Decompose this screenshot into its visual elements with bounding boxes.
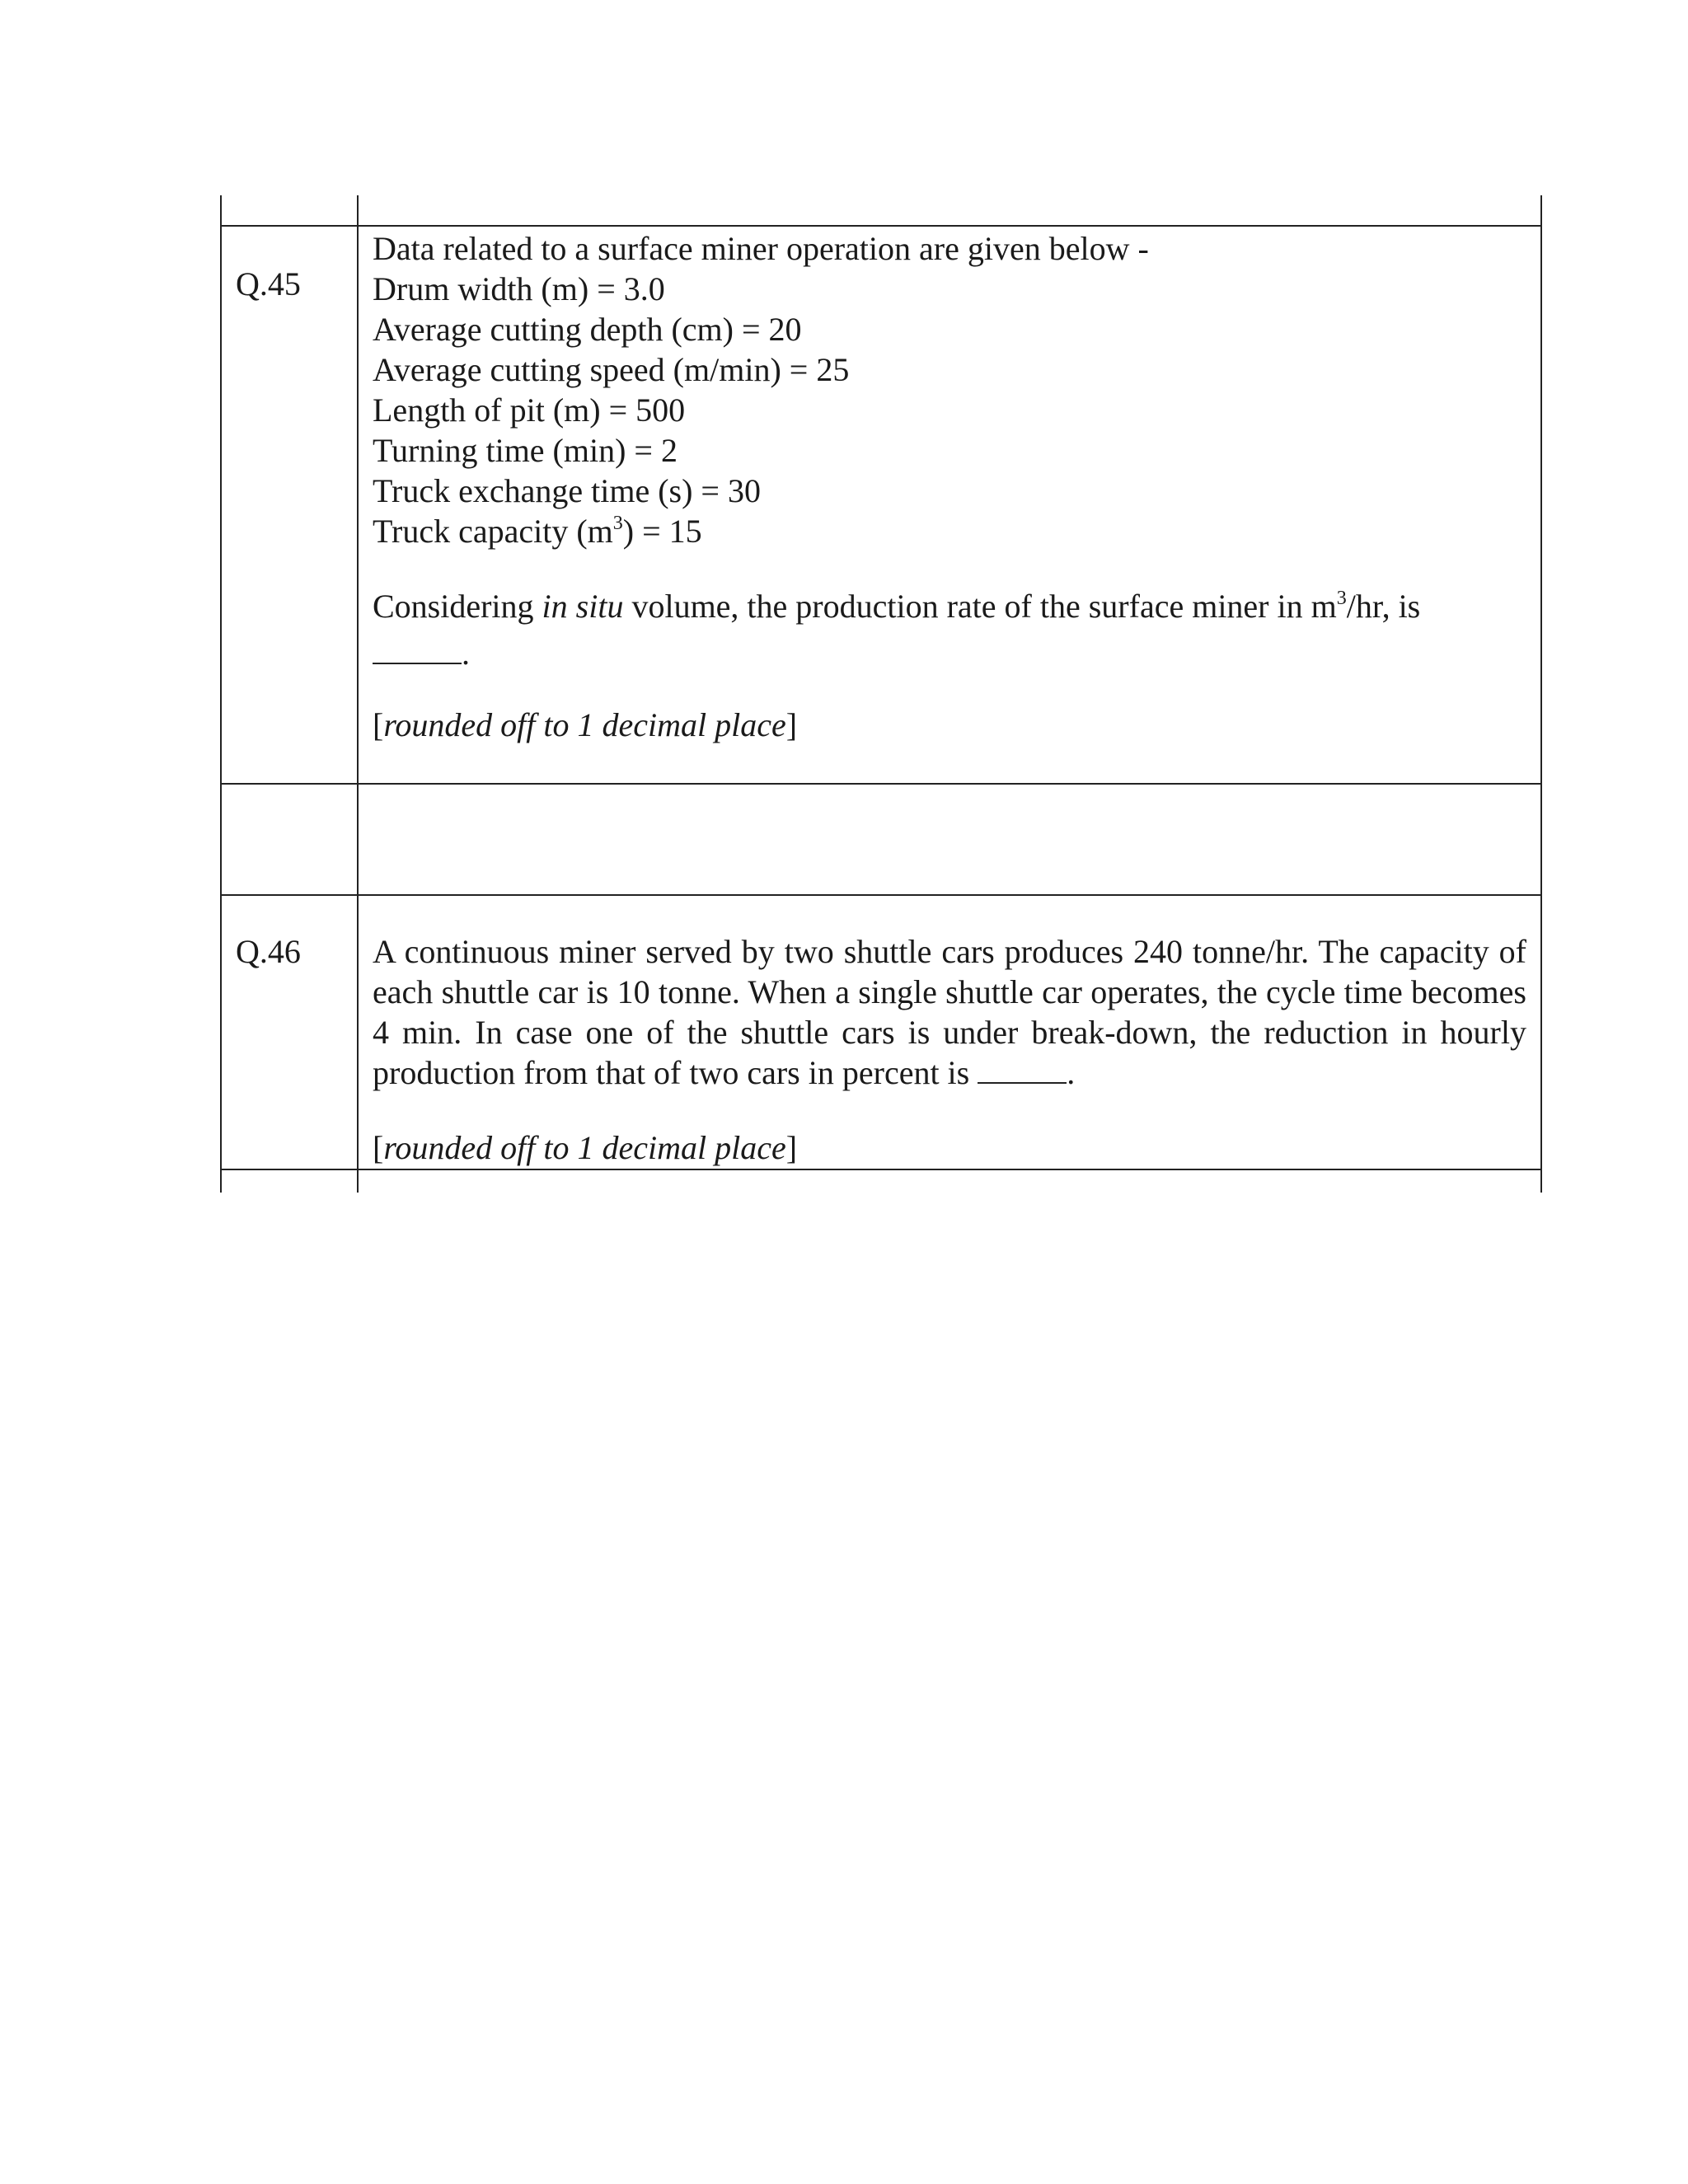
table-border-left — [220, 195, 222, 1193]
question-46-body — [373, 931, 1526, 1168]
question-45-prompt: Considering in situ volume, the production rate of the surface miner in $m^3/hr$, is — [373, 588, 1421, 625]
table-row-border — [220, 783, 1542, 785]
table-row-border — [220, 1169, 1542, 1170]
question-45-intro: Data related to a surface miner operation are given below - — [373, 230, 1149, 267]
data-line-truck-exchange: Truck exchange time (s) = 30 — [373, 472, 761, 509]
question-46-rounding-note: [rounded off to 1 decimal place] — [373, 1129, 798, 1166]
data-line-cutting-speed: Average cutting speed (m/min) = 25 — [373, 351, 850, 388]
table-border-divider — [357, 195, 359, 1193]
table-row-border — [220, 225, 1542, 227]
question-number-45: Q.45 — [236, 265, 301, 302]
data-line-drum-width: Drum width (m) = 3.0 — [373, 270, 665, 307]
answer-blank — [978, 1054, 1067, 1084]
data-line-pit-length: Length of pit (m) = 500 — [373, 391, 686, 429]
question-45-body — [373, 228, 1526, 745]
answer-blank — [373, 635, 462, 664]
question-46-text: A continuous miner served by two shuttle cars produces 240 tonne/hr. The capacity of each shuttle car is 10 tonne. When a single shuttle car operates, the cycle time becomes 4 min. In case one of the shuttle cars is under break-down, the reduction in hourly production from that of two cars in percent is . — [373, 933, 1526, 1091]
question-number-46: Q.46 — [236, 933, 301, 970]
data-line-truck-capacity: Truck capacity $(m^3) = 15$ — [373, 513, 702, 550]
table-row-border — [220, 894, 1542, 896]
question-45-answer-blank: . — [373, 633, 1526, 673]
data-line-turning-time: Turning time (min) = 2 — [373, 432, 678, 469]
question-45-rounding-note: [rounded off to 1 decimal place] — [373, 706, 798, 743]
table-border-right — [1540, 195, 1542, 1193]
data-line-cutting-depth: Average cutting depth (cm) = 20 — [373, 311, 802, 348]
